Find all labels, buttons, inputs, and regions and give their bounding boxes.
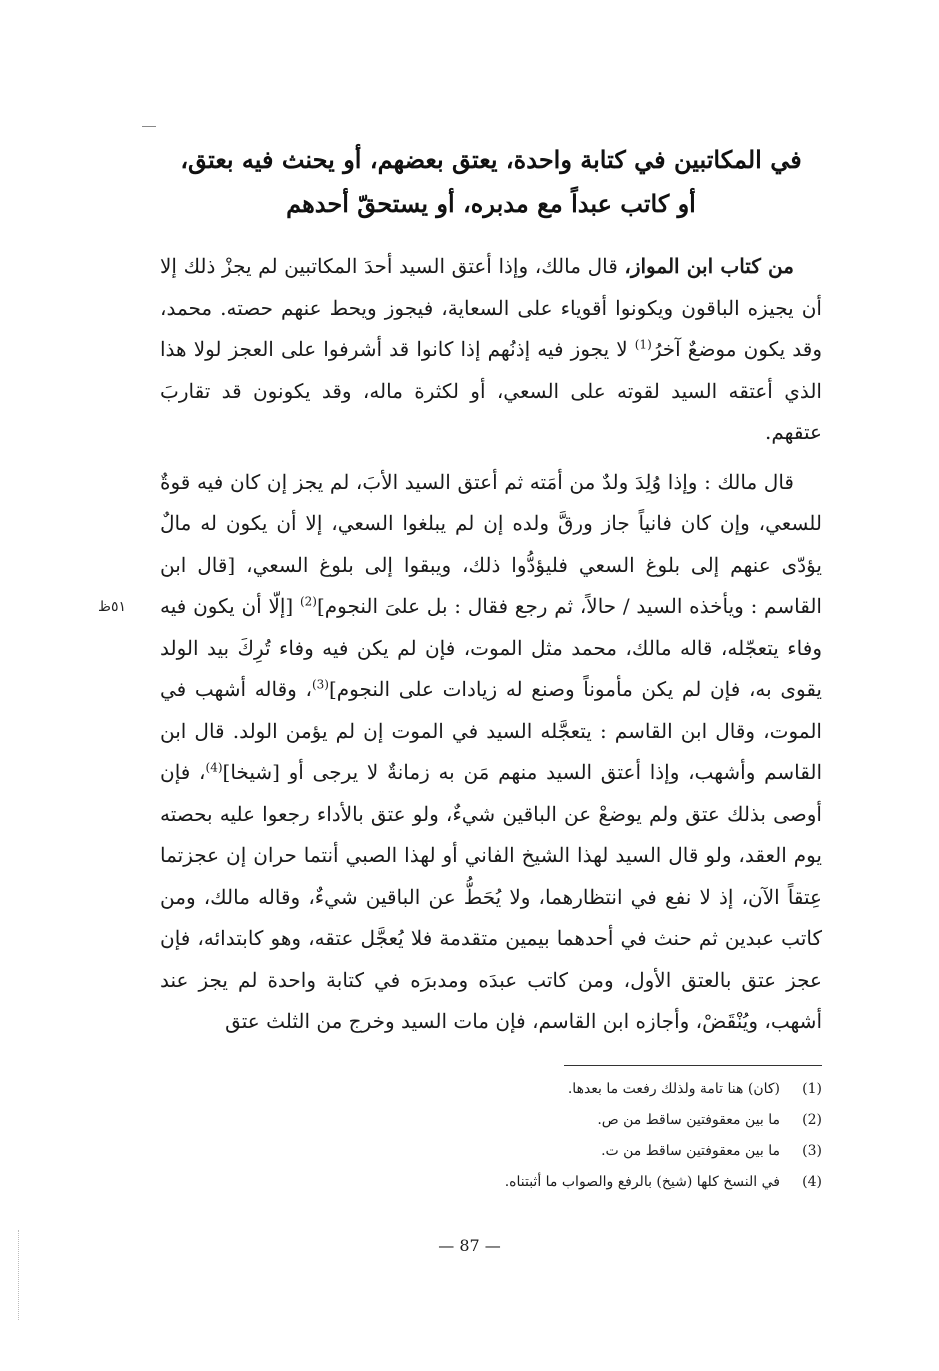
paragraph-2-part-4: ، فإن أوصى بذلك عتق ولم يوضعْ عن الباقين شيءٌ، ولو عتق بالأداء رجعوا عليه بحصته يوم العقد، ولو قال السيد لهذا الشيخ الفاني أو لهذا الصبي أنتما حران إن عجزتما عِتقاً الآن، إذ لا نفع في انتظارهما، ولا يُحَطُّ عن الباقين شيءٌ، وقاله مالك، ومن كاتب عبدين ثم حنث في أحدهما بيمين متقدمة فلا يُعجَّل عتقه، وهو كابتدائه، فإن عجز عتق بالعتق الأول، ومن كاتب عبدَه ومدبرَه في كتابة واحدة لم يجز عند أشهب، ويُنْقَضْ، وأجازه ابن القاسم، فإن مات السيد وخرج من الثلث عتق	[160, 760, 822, 1033]
chapter-title	[160, 138, 822, 226]
footnote-text: في النسخ كلها (شيخ) بالرفع والصواب ما أثبتناه.	[504, 1174, 780, 1190]
footnote-number: (4)	[802, 1174, 822, 1190]
footnote-item	[300, 1105, 822, 1136]
footnote-item	[300, 1074, 822, 1105]
title-line-2: أو كاتب عبداً مع مدبره، أو يستحقّ أحدهم	[286, 189, 696, 218]
footnote-number: (1)	[802, 1081, 822, 1097]
paragraph-2-part-2: [إلّا أن يكون فيه وفاء يتعجّله، قاله مالك، محمد مثل الموت، فإن لم يكن فيه وفاء تُرِكَ بيد الولد يقوى به، فإن لم يكن مأموناً وصنع له زيادات على النجوم]	[160, 594, 823, 701]
footnote-item	[300, 1136, 822, 1167]
paragraph-1-text: قال مالك، وإذا أعتق السيد أحدَ المكاتبين لم يجزْ ذلك إلا أن يجيزه الباقون ويكونوا أقوياء على السعاية، فيجوز ويحط عنهم حصته. محمد، وقد يكون موضعٌ آخرُ	[160, 254, 823, 361]
scan-mark	[142, 126, 156, 127]
paragraph-2-part-1: قال مالك : وإذا وُلِدَ ولدٌ من أمَته ثم أعتق السيد الأبَ، لم يجز إن كان فيه قوةٌ للسعي، وإن كان فانياً جاز ورقَّ ولده إن لم يبلغوا السعي، إلا أن يكون له مالٌ يؤدّى عنهم إلى بلوغ السعي فليؤدُّوا ذلك، ويبقوا إلى بلوغ السعي، [قال ابن القاسم : ويأخذه السيد / حالاً، ثم رجع فقال : بل علىَ النجوم]	[160, 469, 822, 618]
manuscript-folio-note: ٥١ظ	[98, 599, 126, 615]
footnote-ref-4[interactable]: (4)	[205, 760, 223, 775]
footnote-item	[300, 1167, 822, 1198]
paragraph-2	[160, 462, 822, 1043]
footnote-ref-2[interactable]: (2)	[299, 594, 317, 609]
page-number: — 87 —	[438, 1236, 501, 1255]
footnote-text: ما بين معقوفتين ساقط من ص.	[597, 1112, 780, 1128]
footnote-separator	[564, 1065, 822, 1066]
footnote-ref-3[interactable]: (3)	[311, 677, 329, 692]
footnote-number: (3)	[802, 1143, 822, 1159]
footnote-ref-1[interactable]: (1)	[634, 337, 652, 352]
footnote-text: ما بين معقوفتين ساقط من ت.	[601, 1143, 780, 1159]
title-line-1: في المكاتبين في كتابة واحدة، يعتق بعضهم، أو يحنث فيه بعتق،	[180, 145, 802, 174]
footnote-number: (2)	[802, 1112, 822, 1128]
paragraph-2-part-3: ، وقاله أشهب في الموت، وقال ابن القاسم : يتعجَّله السيد في الموت إن لم يؤمن الولد. قال ابن القاسم وأشهب، وإذا أعتق السيد منهم مَن به زمانةٌ لا يرجى أو [شيخا]	[160, 677, 823, 784]
footnotes	[300, 1074, 822, 1198]
main-text	[160, 138, 822, 1051]
paragraph-1-tail: لا يجوز فيه إذنُهم إذا كانوا قد أشرفوا على العجز لولا هذا الذي أعتقه السيد لقوته على السعي، أو لكثرة ماله، وقد يكونون قد تقاربَ عتقهم.	[160, 337, 822, 444]
paragraph-1	[160, 246, 822, 454]
source-lead: من كتاب ابن المواز،	[624, 254, 794, 278]
footnote-text: (كان) هنا تامة ولذلك رفعت ما بعدها.	[567, 1081, 780, 1097]
